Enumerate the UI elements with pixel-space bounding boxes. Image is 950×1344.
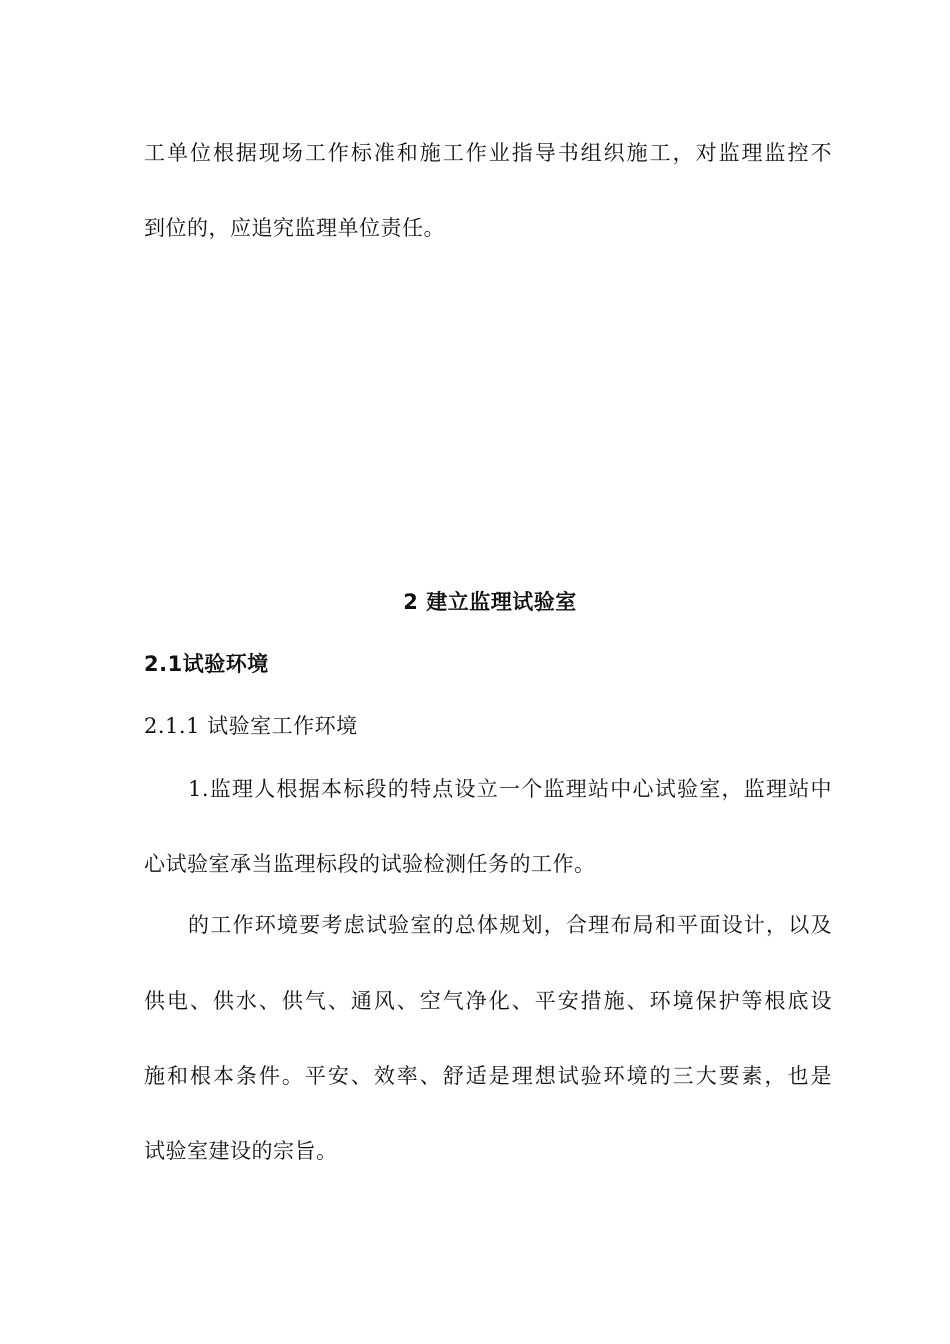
paragraph-line: 的工作环境要考虑试验室的总体规划，合理布局和平面设计，以及: [188, 913, 832, 937]
paragraph-line: 工单位根据现场工作标准和施工作业指导书组织施工，对监理监控不: [144, 141, 832, 165]
paragraph-line: 试验室建设的宗旨。: [144, 1139, 338, 1163]
chapter-heading: 2 建立监理试验室: [403, 590, 577, 614]
paragraph-line: 心试验室承当监理标段的试验检测任务的工作。: [144, 852, 596, 876]
paragraph-line: 到位的，应追究监理单位责任。: [144, 216, 445, 240]
paragraph-line: 供电、供水、供气、通风、空气净化、平安措施、环境保护等根底设: [144, 989, 832, 1013]
paragraph-line: 施和根本条件。平安、效率、舒适是理想试验环境的三大要素，也是: [144, 1064, 832, 1088]
section-heading: 2.1试验环境: [144, 652, 269, 676]
subsection-heading: 2.1.1 试验室工作环境: [144, 714, 358, 738]
paragraph-line: 1.监理人根据本标段的特点设立一个监理站中心试验室，监理站中: [188, 777, 832, 801]
